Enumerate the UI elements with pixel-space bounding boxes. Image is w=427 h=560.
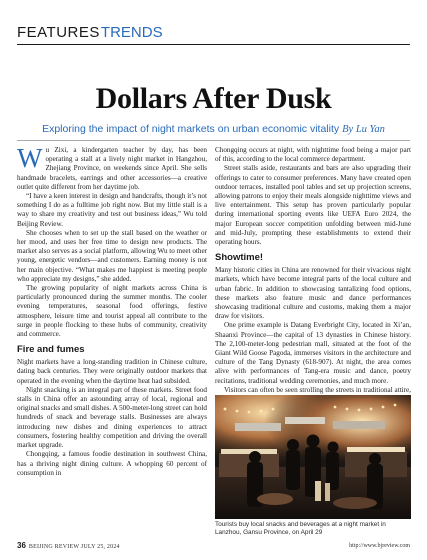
body-paragraph: “I have a keen interest in design and handcrafts, though it’s not something I do as a fulltime job right now. But my little stall is a way to share my creativity and test out business ideas,” Wu told Beijing Review. — [17, 192, 207, 228]
section-label: FEATURES — [17, 24, 100, 41]
body-paragraph: Chongqing, a famous foodie destination in southwest China, has a thriving night dining culture. A whopping 60 percent of consumption in — [17, 450, 207, 477]
body-paragraph — [17, 143, 207, 192]
subhead-showtime: Showtime! — [215, 252, 264, 264]
publication-info: BEIJING REVIEW JULY 25, 2024 — [28, 544, 120, 550]
body-paragraph: Chongqing occurs at night, with nighttime food being a major part of this, according to the local commerce department. — [215, 146, 411, 164]
body-paragraph: Night snacking is an integral part of these markets. Street food stalls in China offer an astounding array of local, regional and original snacks and small dishes. A 500-meter-long street can hold hundreds of snack and beverage stalls. Businesses are always introducing new dishes and dining experiences to attract consumers, fostering healthy competition and driving the overall market upgrade. — [17, 385, 207, 450]
byline: By Lu Yan — [342, 124, 385, 135]
article-title: Dollars After Dusk — [95, 82, 332, 115]
header-rule — [17, 44, 410, 45]
body-paragraph: Many historic cities in China are renowned for their vivacious night markets, which have become integral parts of the local culture and urban fabric. In addition to showcasing tantalizing food options, these markets also feature music and dance performances showcasing traditional culture and customs, making them a major draw for visitors. — [215, 266, 411, 321]
page-number: 36 — [17, 541, 26, 550]
photo-illustration — [215, 395, 411, 519]
body-paragraph: The growing popularity of night markets across China is particularly pronounced during the summer months. The cooler evening temperatures, seasonal food offerings, festive atmosphere, leisure time and tourist appeal all contribute to the surge in people flocking to these hubs of community, creativity and commerce. — [17, 284, 207, 339]
left-column — [17, 143, 207, 478]
body-paragraph: Street stalls aside, restaurants and bars are also upgrading their offerings to cater to consumer preferences. Many have created open outdoor terraces, installed pool tables and set up projection screens, allowing patrons to enjoy their meals alongside nighttime views and live entertainment. This setup has proven particularly popular during international sporting events like UEFA Euro 2024, the major European soccer competition unfolding between mid-June and mid-July, prompting these establishments to extend their operating hours. — [215, 164, 411, 247]
subhead-fire-and-fumes: Fire and fumes — [17, 344, 85, 356]
deck-rule — [17, 140, 410, 141]
deck-text: Exploring the impact of night markets on urban economic vitality — [42, 123, 340, 135]
body-paragraph: Visitors can often be seen strolling the streets in traditional attire, — [224, 385, 411, 394]
paragraph-text: u Zixi, a kindergarten teacher by day, has been operating a stall at a lively night market in Hangzhou, Zhejiang Province, on weekends since April. She sells handmade bracelets, earrings and other accessories—a creative outlet quite different from her daytime job. — [17, 146, 207, 191]
right-column — [215, 146, 411, 413]
body-paragraph: She chooses when to set up the stall based on the weather or her mood, and uses her free time to design new products. The market also serves as a social platform, allowing Wu to meet other young, energetic vendors—and customers. Earning money is not her main objective. “What makes me happiest is meeting people who appreciate my designs,” she added. — [17, 228, 207, 283]
website-url: http://www.bjreview.com — [349, 543, 410, 549]
body-paragraph: Night markets have a long-standing tradition in Chinese culture, dating back centuries. They were originally outdoor markets that operated in the evening when the daytime heat had subsided. — [17, 358, 207, 385]
article-deck — [0, 123, 427, 136]
drop-cap: W — [17, 143, 43, 173]
night-market-photo — [215, 395, 411, 519]
section-tag — [17, 25, 163, 41]
subsection-label: TRENDS — [100, 24, 163, 41]
body-paragraph: One prime example is Datang Everbright City, located in Xi’an, Shaanxi Province—the capital of 13 dynasties in Chinese history. The 2,100-meter-long pedestrian mall, situated at the foot of the Giant Wild Goose Pagoda, immerses visitors in the architecture and culture of the Tang Dynasty (618-907). At night, the area comes alive with performances of Tang-era music and dance, poetry recitations, traditional wedding ceremonies, and much more. — [215, 321, 411, 385]
photo-caption: Tourists buy local snacks and beverages at a night market in Lanzhou, Gansu Province, on April 29 — [215, 521, 386, 536]
page-footer — [17, 541, 410, 551]
